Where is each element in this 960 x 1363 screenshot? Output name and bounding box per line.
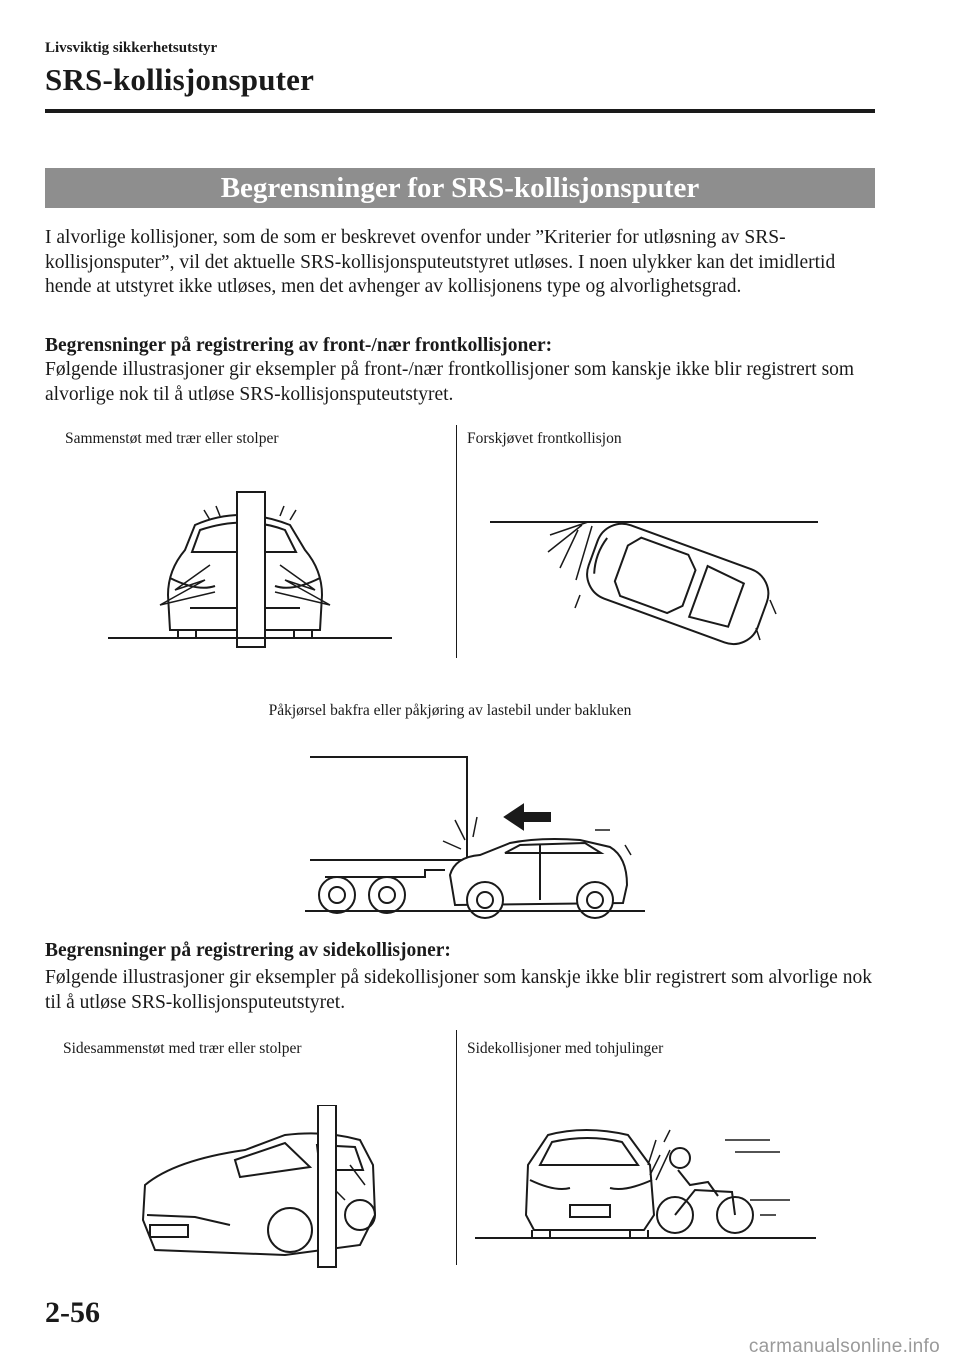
illustration-side-pole-impact [135,1105,385,1270]
section-title: Begrensninger for SRS-kollisjonsputer [45,168,875,208]
front-collision-paragraph: Følgende illustrasjoner gir eksempler på front-/nær frontkollisjoner som kanskje ikke blir registrert som alvorlige nok til å utløse SRS-kollisjonsputeutstyret. [45,359,855,405]
caption-underride: Påkjørsel bakfra eller påkjøring av lastebil under bakluken [268,702,632,719]
caption-two-wheeler: Sidekollisjoner med tohjulinger [467,1040,664,1057]
illustration-two-wheeler-impact [470,1120,820,1245]
front-collision-heading: Begrensninger på registrering av front-/nær frontkollisjoner: [45,335,553,356]
watermark: carmanualsonline.info [748,1336,940,1357]
intro-paragraph: I alvorlige kollisjoner, som de som er beskrevet ovenfor under ”Kriterier for utløsning av SRS-kollisjonsputer”, vil det aktuelle SRS-kollisjonsputeutstyret utløses. I noen ulykker kan det imidlertid hende at utstyret ikke utløses, men det avhenger av kollisjonens type og alvorlighetsgrad. [45,227,836,297]
chapter-title: SRS-kollisjonsputer [45,62,315,97]
illustration-pole-impact [100,480,400,655]
page-number: 2-56 [45,1296,100,1329]
caption-side-tree-pole: Sidesammenstøt med trær eller stolper [63,1040,302,1057]
caption-tree-pole: Sammenstøt med trær eller stolper [65,430,279,447]
caption-offset-collision: Forskjøvet frontkollisjon [467,430,622,447]
illustration-offset-impact [480,500,825,650]
side-collision-paragraph: Følgende illustrasjoner gir eksempler på sidekollisjoner som kanskje ikke blir registrert som alvorlige nok til å utløse SRS-kollisjonsputeutstyret. [45,967,872,1013]
side-collision-heading: Begrensninger på registrering av sidekollisjoner: [45,940,451,961]
column-divider [456,425,457,658]
chapter-rule [45,109,875,113]
illustration-truck-underride [305,745,650,920]
column-divider [456,1030,457,1265]
running-head: Livsviktig sikkerhetsutstyr [45,40,218,56]
